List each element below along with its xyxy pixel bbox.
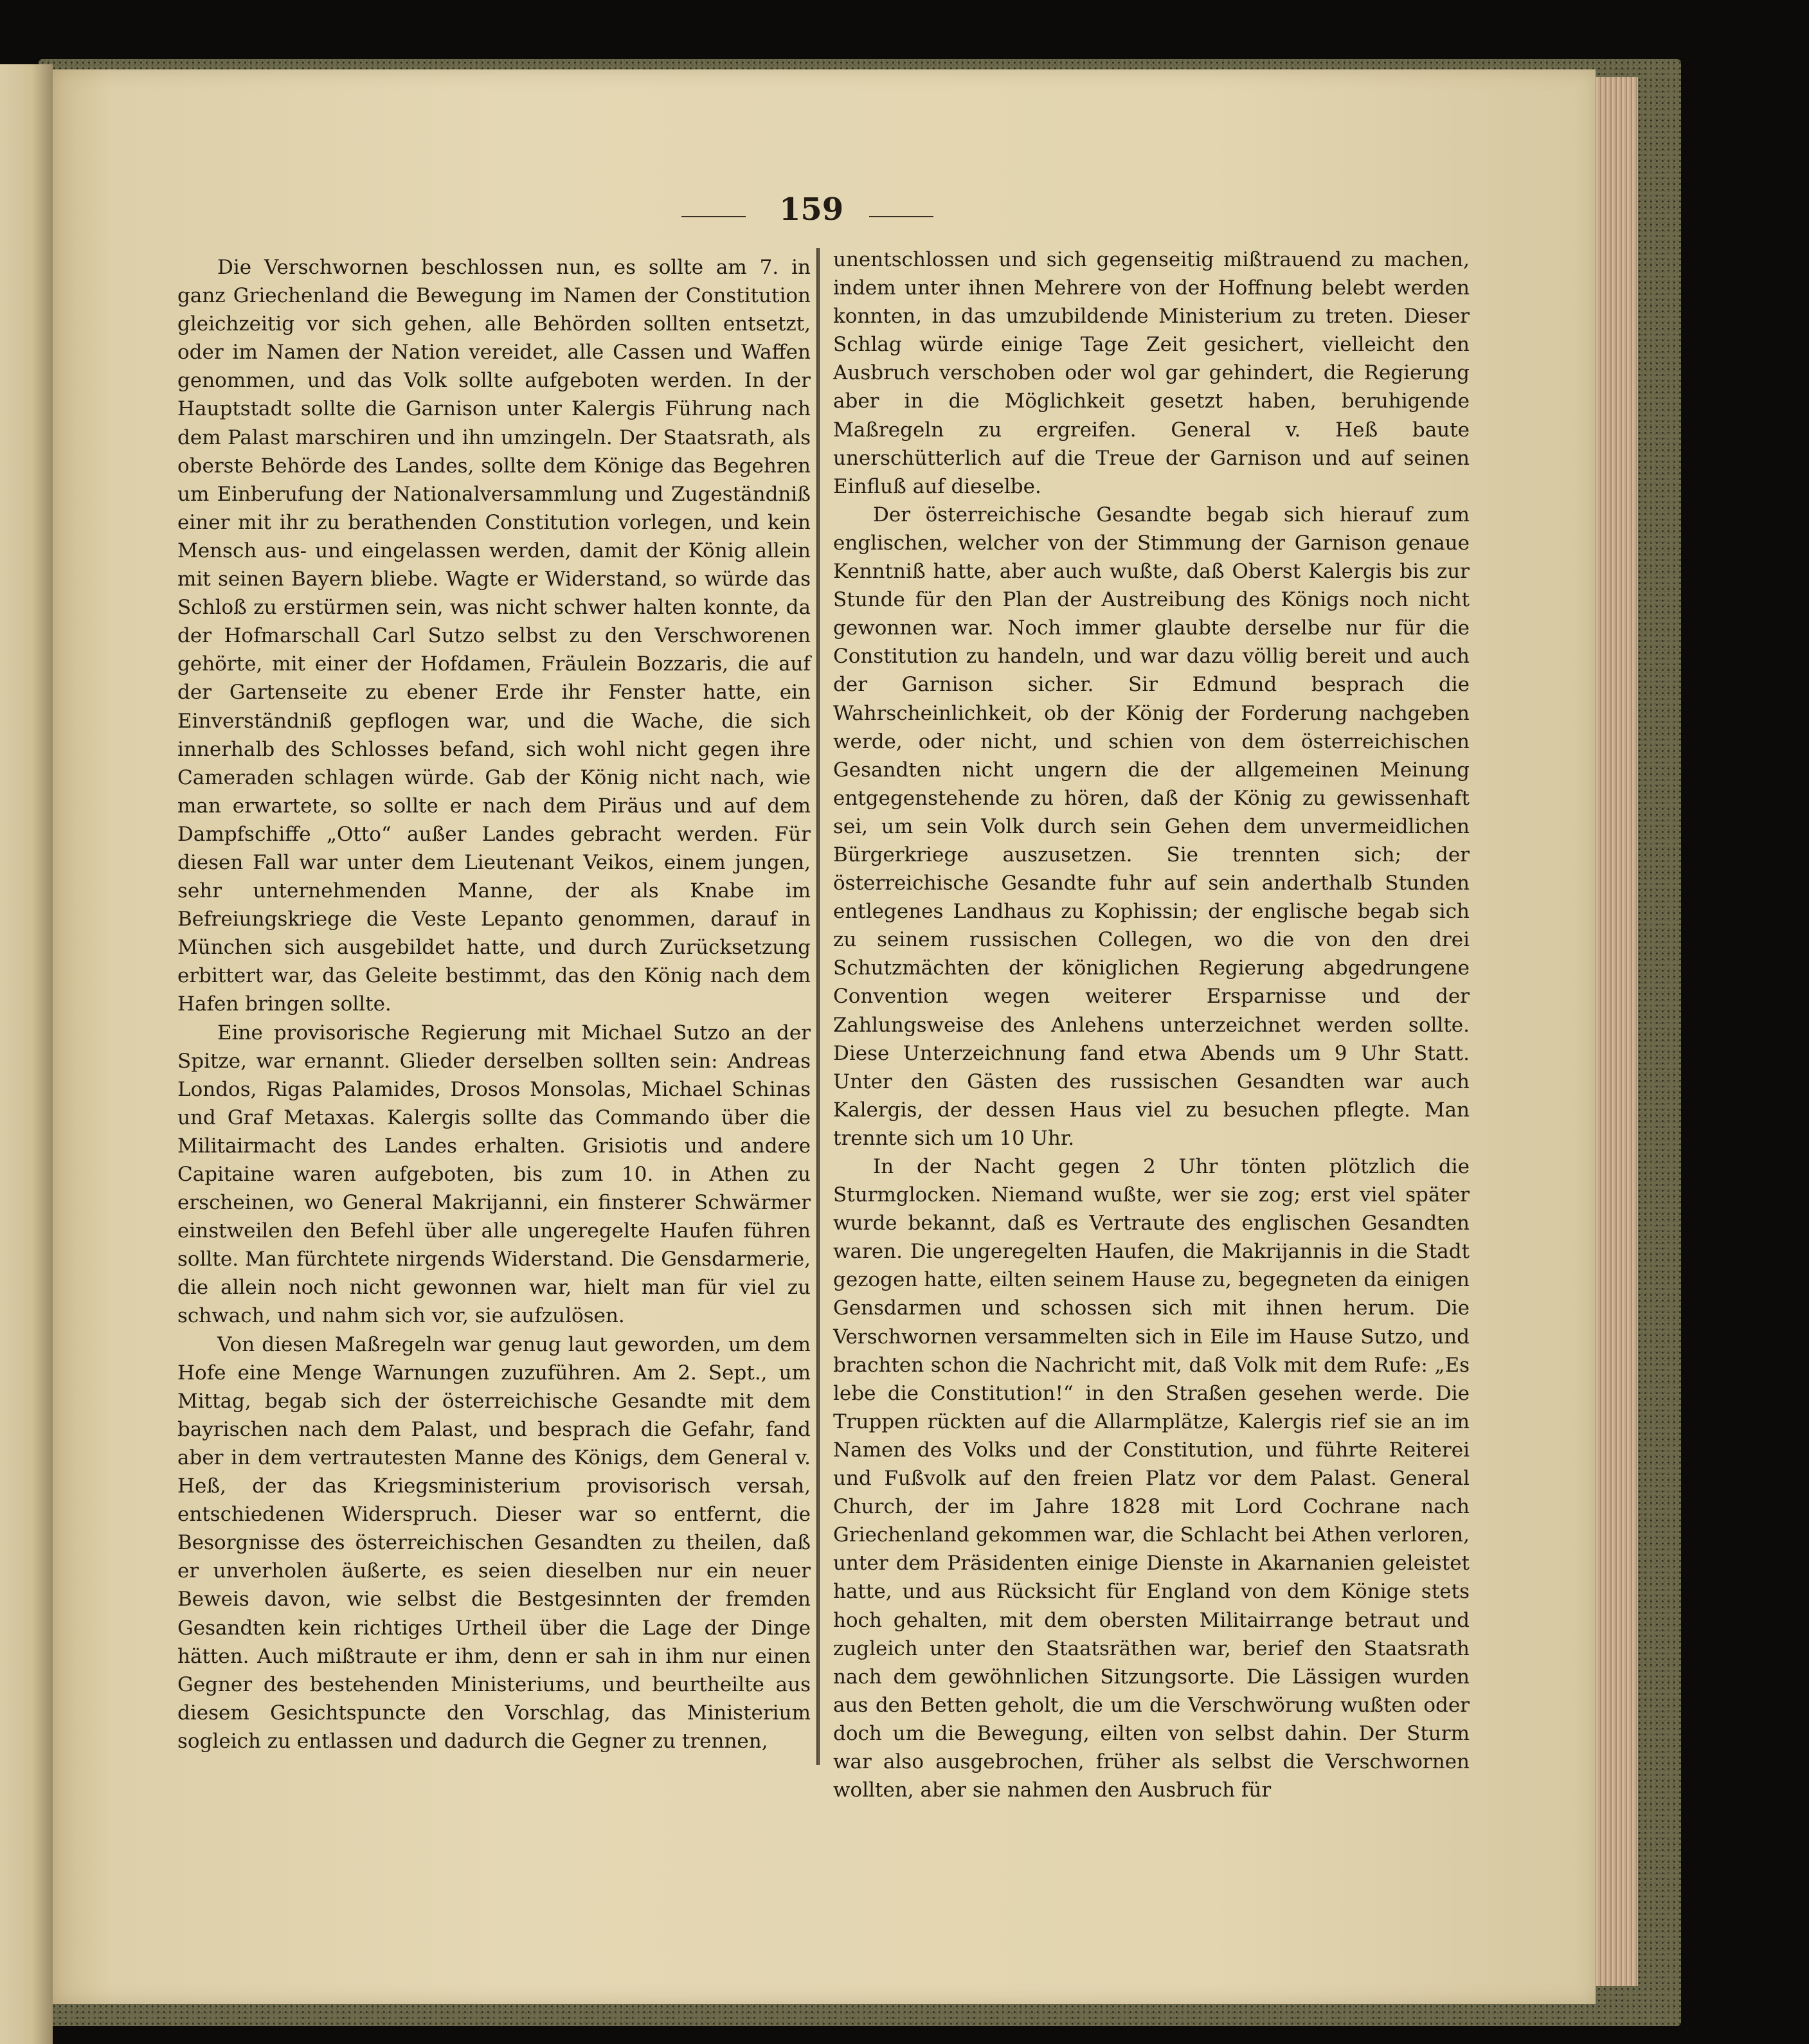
page-block-edges	[1593, 77, 1638, 1986]
text-column-left	[177, 253, 811, 1796]
header-rule-left	[681, 216, 746, 217]
header-rule-right	[869, 216, 933, 217]
column-divider	[816, 248, 820, 1765]
paragraph: In der Nacht gegen 2 Uhr tönten plötzlich die Sturmglocken. Niemand wußte, wer sie zog; erst viel später wurde bekannt, daß es Vertraute des englischen Gesandten waren. Die ungeregelten Haufen, die Makrijannis in die Stadt gezogen hatte, eilten seinem Hause zu, begegneten da einigen Gensdarmen und schossen sich mit ihnen herum. Die Verschwornen versammelten sich in Eile im Hause Sutzo, und brachten schon die Nachricht mit, daß Volk mit dem Rufe: „Es lebe die Constitution!“ in den Straßen gesehen werde. Die Truppen rückten auf die Allarmplätze, Kalergis rief sie an im Namen des Volks und der Constitution, und führte Reiterei und Fußvolk auf den freien Platz vor dem Palast. General Church, der im Jahre 1828 mit Lord Cochrane nach Griechenland gekommen war, die Schlacht bei Athen verloren, unter dem Präsidenten einige Dienste in Akarnanien geleistet hatte, und aus Rücksicht für England von dem Könige stets hoch gehalten, mit dem obersten Militairrange betraut und zugleich unter den Staatsräthen war, berief den Staatsrath nach dem gewöhnlichen Sitzungsorte. Die Lässigen wurden aus den Betten geholt, die um die Verschwörung wußten oder doch um die Bewegung, eilten von selbst dahin. Der Sturm war also ausgebrochen, früher als selbst die Verschwornen wollten, aber sie nahmen den Ausbruch für	[833, 1155, 1470, 1802]
facing-page-edge	[0, 64, 53, 2044]
paragraph: Der österreichische Gesandte begab sich hierauf zum englischen, welcher von der Stimmung der Garnison genaue Kenntniß hatte, aber auch wußte, daß Oberst Kalergis bis zur Stunde für den Plan der Austreibung des Königs noch nicht gewonnen war. Noch immer glaubte derselbe nur für die Constitution zu handeln, und war dazu völlig bereit und auch der Garnison sicher. Sir Edmund besprach die Wahrscheinlichkeit, ob der König der Forderung nachgeben werde, oder nicht, und schien von dem österreichischen Gesandten nicht ungern die der allgemeinen Meinung entgegenstehende zu hören, daß der König zu gewissenhaft sei, um sein Volk durch sein Gehen dem unvermeidlichen Bürgerkriege auszusetzen. Sie trennten sich; der österreichische Gesandte fuhr auf sein anderthalb Stunden entlegenes Landhaus zu Kophissin; der englische begab sich zu seinem russischen Collegen, wo die von den drei Schutzmächten der königlichen Regierung abgedrungene Convention wegen weiterer Ersparnisse und der Zahlungsweise des Anlehens unterzeichnet werden sollte. Diese Unterzeichnung fand etwa Abends um 9 Uhr Statt. Unter den Gästen des russischen Gesandten war auch Kalergis, der dessen Haus viel zu besuchen pflegte. Man trennte sich um 10 Uhr.	[833, 503, 1470, 1150]
paragraph: Eine provisorische Regierung mit Michael Sutzo an der Spitze, war ernannt. Glieder derselben sollten sein: Andreas Londos, Rigas Palamides, Drosos Monsolas, Michael Schinas und Graf Metaxas. Kalergis sollte das Commando über die Militairmacht des Landes erhalten. Grisiotis und andere Capitaine waren aufgeboten, bis zum 10. in Athen zu erscheinen, wo General Makrijanni, ein finsterer Schwärmer einstweilen den Befehl über alle ungeregelte Haufen führen sollte. Man fürchtete nirgends Widerstand. Die Gensdarmerie, die allein noch nicht gewonnen war, hielt man für viel zu schwach, und nahm sich vor, sie aufzulösen.	[177, 1021, 811, 1328]
text-column-right	[833, 246, 1470, 1802]
paragraph-continued: unentschlossen und sich gegenseitig mißtrauend zu machen, indem unter ihnen Mehrere von der Hoffnung belebt werden konnten, in das umzubildende Ministerium zu treten. Dieser Schlag würde einige Tage Zeit gesichert, vielleicht den Ausbruch verschoben oder wol gar gehindert, die Regierung aber in die Möglichkeit gesetzt haben, beruhigende Maßregeln zu ergreifen. General v. Heß baute unerschütterlich auf die Treue der Garnison und auf seinen Einfluß auf dieselbe.	[833, 248, 1470, 498]
page-number: 159	[779, 192, 844, 228]
paragraph: Die Verschwornen beschlossen nun, es sollte am 7. in ganz Griechenland die Bewegung im Namen der Constitution gleichzeitig vor sich gehen, alle Behörden sollten entsetzt, oder im Namen der Nation vereidet, alle Cassen und Waffen genommen, und das Volk sollte aufgeboten werden. In der Hauptstadt sollte die Garnison unter Kalergis Führung nach dem Palast marschiren und ihn umzingeln. Der Staatsrath, als oberste Behörde des Landes, sollte dem Könige das Begehren um Einberufung der Nationalversammlung und Zugeständniß einer mit ihr zu berathenden Constitution vorlegen, und kein Mensch aus- und eingelassen werden, damit der König allein mit seinen Bayern bliebe. Wagte er Widerstand, so würde das Schloß zu erstürmen sein, was nicht schwer halten konnte, da der Hofmarschall Carl Sutzo selbst zu den Verschworenen gehörte, mit einer der Hofdamen, Fräulein Bozzaris, die auf der Gartenseite zu ebener Erde ihr Fenster hatte, ein Einverständniß gepflogen war, und die Wache, die sich innerhalb des Schlosses befand, sich wohl nicht gegen ihre Cameraden schlagen würde. Gab der König nicht nach, wie man erwartete, so sollte er nach dem Piräus und auf dem Dampfschiffe „Otto“ außer Landes gebracht werden. Für diesen Fall war unter dem Lieutenant Veikos, einem jungen, sehr unternehmenden Manne, der als Knabe im Befreiungskriege die Veste Lepanto genommen, darauf in München sich ausgebildet hatte, und durch Zurücksetzung erbittert war, das Geleite bestimmt, das den König nach dem Hafen bringen sollte.	[177, 256, 811, 1016]
paragraph: Von diesen Maßregeln war genug laut geworden, um dem Hofe eine Menge Warnungen zuzuführen. Am 2. Sept., um Mittag, begab sich der österreichische Gesandte mit dem bayrischen nach dem Palast, und besprach die Gefahr, fand aber in dem vertrautesten Manne des Königs, dem General v. Heß, der das Kriegsministerium provisorisch versah, entschiedenen Widerspruch. Dieser war so entfernt, die Besorgnisse des österreichischen Gesandten zu theilen, daß er unverholen äußerte, es seien dieselben nur ein neuer Beweis davon, wie selbst die Bestgesinnten der fremden Gesandten kein richtiges Urtheil über die Lage der Dinge hätten. Auch mißtraute er ihm, denn er sah in ihm nur einen Gegner des bestehenden Ministeriums, und beurtheilte aus diesem Gesichtspuncte den Vorschlag, das Ministerium sogleich zu entlassen und dadurch die Gegner zu trennen,	[177, 1332, 811, 1753]
